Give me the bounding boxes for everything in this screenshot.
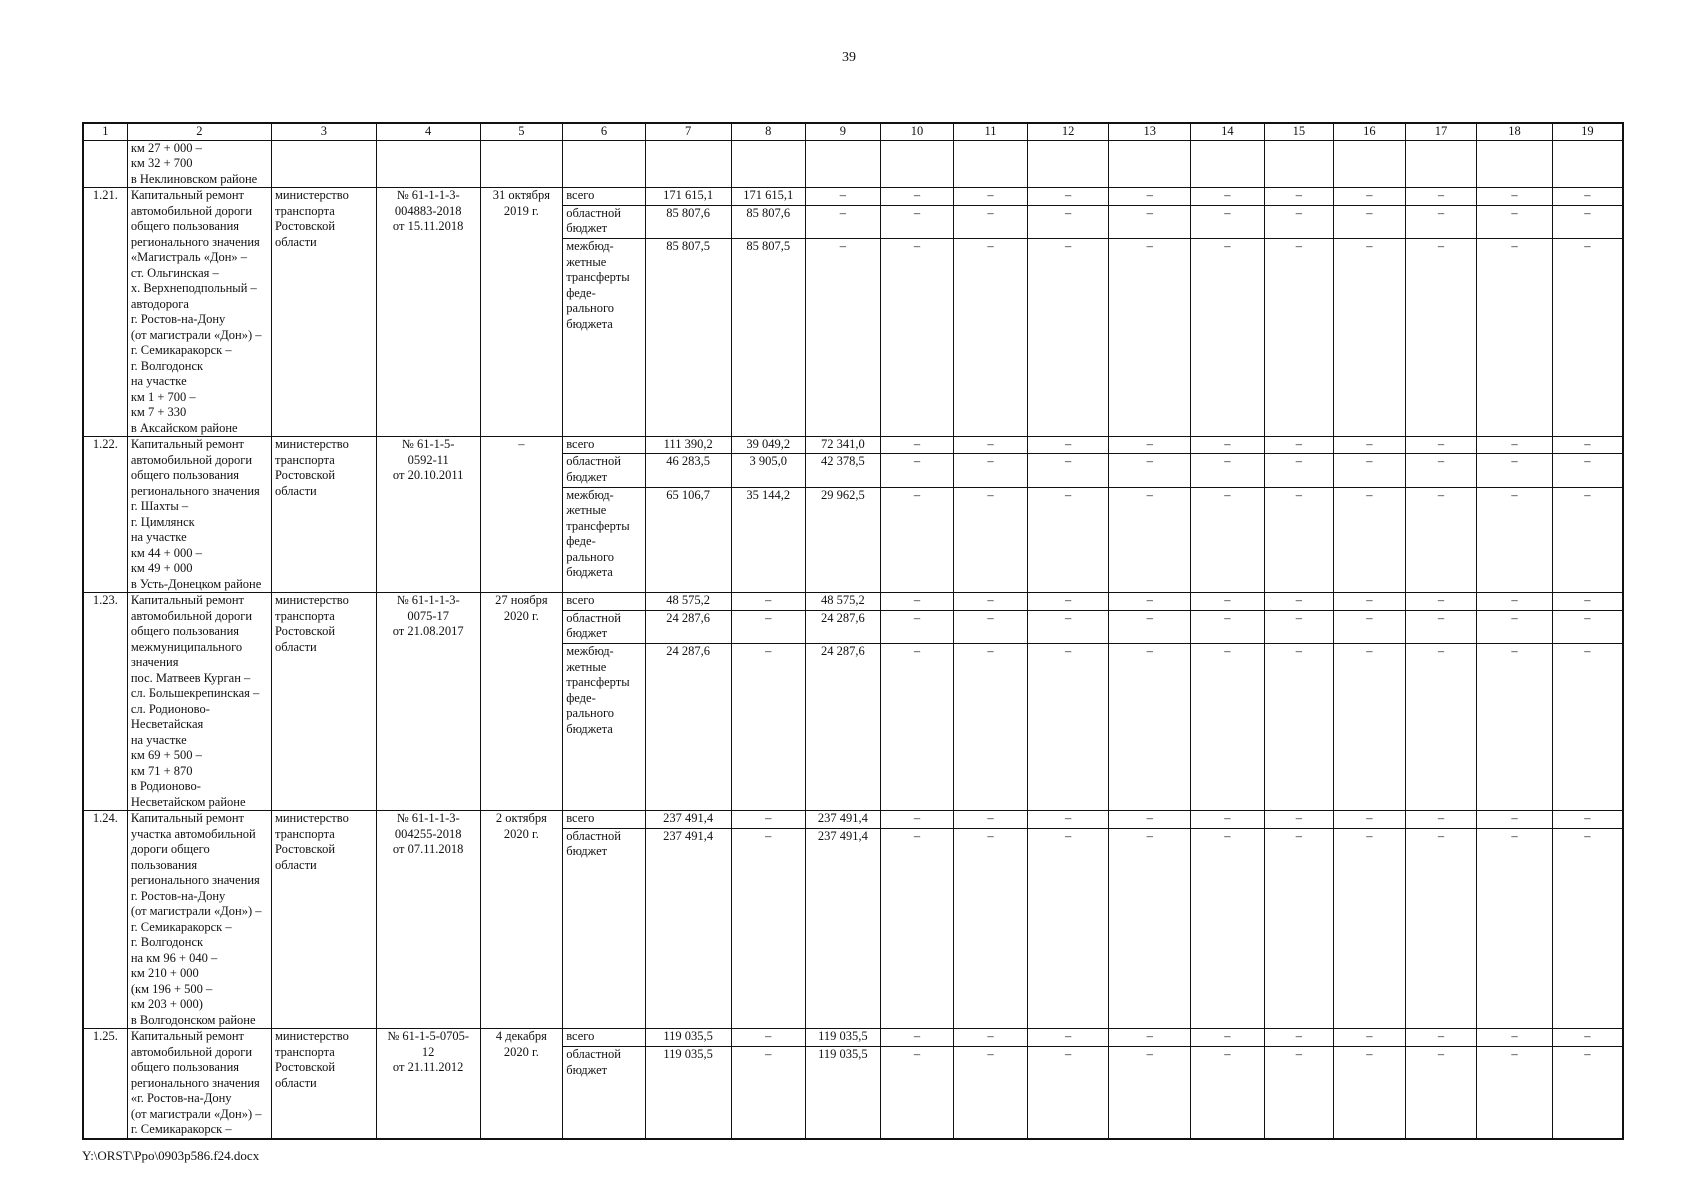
dash-cell: –: [1264, 239, 1334, 437]
dash-cell: –: [1334, 437, 1406, 454]
object-name-cell: Капитальный ремонт автомобильной дороги общего пользования регионального значения «г. Ростов-на-Дону (от магистрали «Дон») – г. Семикаракорск –: [127, 1029, 271, 1139]
dash-cell: –: [1552, 610, 1623, 644]
dash-cell: –: [1191, 1029, 1265, 1047]
value-cell: 42 378,5: [806, 454, 881, 488]
dash-cell: –: [1334, 811, 1406, 829]
value-cell: 237 491,4: [645, 811, 731, 829]
dash-cell: –: [880, 205, 954, 239]
dash-cell: –: [1027, 811, 1109, 829]
dash-cell: –: [1264, 205, 1334, 239]
dash-cell: –: [880, 487, 954, 592]
dash-cell: –: [880, 811, 954, 829]
dash-cell: –: [1264, 188, 1334, 206]
dash-cell: –: [1552, 811, 1623, 829]
value-cell: 24 287,6: [645, 610, 731, 644]
dash-cell: –: [1334, 1047, 1406, 1139]
dash-cell: –: [1552, 593, 1623, 611]
funding-source-cell: всего: [563, 188, 646, 206]
empty-cell: [731, 140, 806, 188]
dash-cell: –: [1405, 239, 1477, 437]
empty-cell: [271, 140, 376, 188]
funding-source-cell: межбюд- жетные трансферты феде- рального бюджета: [563, 644, 646, 811]
column-number: 6: [563, 123, 646, 140]
table-row: [83, 1029, 1623, 1047]
dash-cell: –: [1405, 828, 1477, 1028]
dash-cell: –: [1191, 1047, 1265, 1139]
dash-cell: –: [880, 593, 954, 611]
value-cell: –: [806, 205, 881, 239]
funding-source-cell: областной бюджет: [563, 1047, 646, 1139]
dash-cell: –: [1109, 239, 1191, 437]
row-id-cell: 1.25.: [83, 1029, 127, 1139]
dash-cell: –: [1334, 610, 1406, 644]
column-number: 2: [127, 123, 271, 140]
dash-cell: –: [1027, 1047, 1109, 1139]
value-cell: –: [731, 828, 806, 1028]
value-cell: 48 575,2: [645, 593, 731, 611]
dash-cell: –: [880, 644, 954, 811]
dash-cell: –: [1334, 1029, 1406, 1047]
customer-cell: министерство транспорта Ростовской области: [271, 188, 376, 437]
column-number: 3: [271, 123, 376, 140]
table-row: [83, 593, 1623, 611]
column-number: 15: [1264, 123, 1334, 140]
dash-cell: –: [880, 828, 954, 1028]
deadline-cell: 2 октября 2020 г.: [480, 811, 563, 1029]
expertise-cell: № 61-1-5-0705- 12 от 21.11.2012: [376, 1029, 480, 1139]
deadline-cell: 4 декабря 2020 г.: [480, 1029, 563, 1139]
dash-cell: –: [1405, 1029, 1477, 1047]
dash-cell: –: [1477, 437, 1553, 454]
column-number: 17: [1405, 123, 1477, 140]
dash-cell: –: [1477, 454, 1553, 488]
dash-cell: –: [1405, 644, 1477, 811]
value-cell: 237 491,4: [806, 811, 881, 829]
dash-cell: –: [1027, 610, 1109, 644]
dash-cell: –: [1191, 610, 1265, 644]
value-cell: 35 144,2: [731, 487, 806, 592]
program-table: [82, 122, 1624, 1140]
value-cell: 46 283,5: [645, 454, 731, 488]
value-cell: 85 807,5: [645, 239, 731, 437]
dash-cell: –: [954, 828, 1028, 1028]
empty-cell: [376, 140, 480, 188]
deadline-cell: 31 октября 2019 г.: [480, 188, 563, 437]
dash-cell: –: [1552, 437, 1623, 454]
dash-cell: –: [1334, 487, 1406, 592]
column-number: 8: [731, 123, 806, 140]
dash-cell: –: [1477, 811, 1553, 829]
object-name-cell: км 27 + 000 – км 32 + 700 в Неклиновском районе: [127, 140, 271, 188]
expertise-cell: № 61-1-1-3- 004883-2018 от 15.11.2018: [376, 188, 480, 437]
dash-cell: –: [1405, 454, 1477, 488]
dash-cell: –: [1191, 188, 1265, 206]
value-cell: –: [731, 1029, 806, 1047]
dash-cell: –: [1191, 487, 1265, 592]
dash-cell: –: [1027, 437, 1109, 454]
dash-cell: –: [880, 188, 954, 206]
dash-cell: –: [1264, 1047, 1334, 1139]
dash-cell: –: [1405, 487, 1477, 592]
dash-cell: –: [1109, 644, 1191, 811]
dash-cell: –: [880, 610, 954, 644]
dash-cell: –: [1109, 205, 1191, 239]
funding-source-cell: всего: [563, 1029, 646, 1047]
table-row: [83, 140, 1623, 188]
funding-source-cell: всего: [563, 437, 646, 454]
dash-cell: –: [954, 239, 1028, 437]
dash-cell: –: [1027, 239, 1109, 437]
dash-cell: –: [1191, 437, 1265, 454]
dash-cell: –: [1552, 239, 1623, 437]
dash-cell: –: [1405, 188, 1477, 206]
empty-cell: [1027, 140, 1109, 188]
dash-cell: –: [1109, 487, 1191, 592]
dash-cell: –: [954, 205, 1028, 239]
row-id-cell: [83, 140, 127, 188]
empty-cell: [880, 140, 954, 188]
column-number: 10: [880, 123, 954, 140]
value-cell: 24 287,6: [806, 644, 881, 811]
dash-cell: –: [1191, 644, 1265, 811]
dash-cell: –: [1477, 828, 1553, 1028]
dash-cell: –: [954, 1029, 1028, 1047]
dash-cell: –: [1477, 644, 1553, 811]
column-number: 16: [1334, 123, 1406, 140]
dash-cell: –: [1477, 610, 1553, 644]
value-cell: 119 035,5: [806, 1047, 881, 1139]
funding-source-cell: всего: [563, 593, 646, 611]
page-number: 39: [842, 50, 856, 65]
funding-source-cell: межбюд- жетные трансферты феде- рального бюджета: [563, 487, 646, 592]
funding-source-cell: областной бюджет: [563, 610, 646, 644]
dash-cell: –: [1405, 610, 1477, 644]
expertise-cell: № 61-1-5- 0592-11 от 20.10.2011: [376, 437, 480, 593]
dash-cell: –: [1552, 828, 1623, 1028]
column-number: 4: [376, 123, 480, 140]
value-cell: 24 287,6: [645, 644, 731, 811]
table-row: [83, 188, 1623, 206]
dash-cell: –: [1264, 487, 1334, 592]
table-row: [83, 811, 1623, 829]
dash-cell: –: [1264, 1029, 1334, 1047]
object-name-cell: Капитальный ремонт автомобильной дороги общего пользования регионального значения «Магистраль «Дон» – ст. Ольгинская – х. Верхнеподпольный – автодорога г. Ростов-на-Дону (от магистрали «Дон») – г. Семикаракорск – г. Волгодонск на участке км 1 + 700 – км 7 + 330 в Аксайском районе: [127, 188, 271, 437]
value-cell: 119 035,5: [806, 1029, 881, 1047]
column-number: 11: [954, 123, 1028, 140]
dash-cell: –: [954, 610, 1028, 644]
value-cell: 171 615,1: [645, 188, 731, 206]
dash-cell: –: [880, 454, 954, 488]
dash-cell: –: [1109, 1047, 1191, 1139]
dash-cell: –: [1264, 644, 1334, 811]
value-cell: 39 049,2: [731, 437, 806, 454]
column-number: 7: [645, 123, 731, 140]
empty-cell: [954, 140, 1028, 188]
dash-cell: –: [1191, 593, 1265, 611]
dash-cell: –: [954, 454, 1028, 488]
dash-cell: –: [1552, 1029, 1623, 1047]
column-number: 13: [1109, 123, 1191, 140]
dash-cell: –: [1334, 239, 1406, 437]
dash-cell: –: [954, 188, 1028, 206]
dash-cell: –: [1552, 454, 1623, 488]
dash-cell: –: [1027, 593, 1109, 611]
dash-cell: –: [1477, 239, 1553, 437]
dash-cell: –: [1109, 610, 1191, 644]
value-cell: 85 807,6: [645, 205, 731, 239]
dash-cell: –: [1191, 239, 1265, 437]
value-cell: 85 807,5: [731, 239, 806, 437]
dash-cell: –: [1552, 188, 1623, 206]
column-number: 18: [1477, 123, 1553, 140]
expertise-cell: № 61-1-1-3- 004255-2018 от 07.11.2018: [376, 811, 480, 1029]
dash-cell: –: [1027, 828, 1109, 1028]
deadline-cell: 27 ноября 2020 г.: [480, 593, 563, 811]
dash-cell: –: [880, 1047, 954, 1139]
value-cell: –: [731, 811, 806, 829]
value-cell: 111 390,2: [645, 437, 731, 454]
dash-cell: –: [1552, 487, 1623, 592]
value-cell: –: [731, 1047, 806, 1139]
dash-cell: –: [1264, 610, 1334, 644]
funding-source-cell: межбюд- жетные трансферты феде- рального бюджета: [563, 239, 646, 437]
value-cell: –: [806, 239, 881, 437]
customer-cell: министерство транспорта Ростовской области: [271, 593, 376, 811]
dash-cell: –: [1477, 188, 1553, 206]
empty-cell: [1264, 140, 1334, 188]
dash-cell: –: [1191, 454, 1265, 488]
value-cell: 48 575,2: [806, 593, 881, 611]
dash-cell: –: [954, 437, 1028, 454]
dash-cell: –: [1264, 593, 1334, 611]
dash-cell: –: [1027, 487, 1109, 592]
dash-cell: –: [1109, 188, 1191, 206]
value-cell: –: [731, 610, 806, 644]
dash-cell: –: [1027, 644, 1109, 811]
customer-cell: министерство транспорта Ростовской области: [271, 811, 376, 1029]
value-cell: 29 962,5: [806, 487, 881, 592]
empty-cell: [1552, 140, 1623, 188]
dash-cell: –: [954, 487, 1028, 592]
dash-cell: –: [1334, 205, 1406, 239]
dash-cell: –: [954, 593, 1028, 611]
value-cell: –: [806, 188, 881, 206]
dash-cell: –: [1334, 828, 1406, 1028]
dash-cell: –: [1477, 593, 1553, 611]
value-cell: 72 341,0: [806, 437, 881, 454]
row-id-cell: 1.23.: [83, 593, 127, 811]
dash-cell: –: [1027, 1029, 1109, 1047]
column-number: 1: [83, 123, 127, 140]
customer-cell: министерство транспорта Ростовской области: [271, 437, 376, 593]
dash-cell: –: [1405, 205, 1477, 239]
dash-cell: –: [1552, 1047, 1623, 1139]
dash-cell: –: [1109, 828, 1191, 1028]
dash-cell: –: [1109, 454, 1191, 488]
column-number: 14: [1191, 123, 1265, 140]
funding-source-cell: областной бюджет: [563, 454, 646, 488]
dash-cell: –: [1552, 205, 1623, 239]
row-id-cell: 1.24.: [83, 811, 127, 1029]
footer-file-path: Y:\ORST\Ppo\0903p586.f24.docx: [82, 1148, 260, 1163]
row-id-cell: 1.21.: [83, 188, 127, 437]
dash-cell: –: [1334, 644, 1406, 811]
table-body: [83, 140, 1623, 1139]
header-row: [83, 123, 1623, 140]
dash-cell: –: [1264, 454, 1334, 488]
empty-cell: [806, 140, 881, 188]
value-cell: –: [731, 644, 806, 811]
dash-cell: –: [1027, 454, 1109, 488]
dash-cell: –: [954, 644, 1028, 811]
customer-cell: министерство транспорта Ростовской области: [271, 1029, 376, 1139]
dash-cell: –: [1191, 828, 1265, 1028]
dash-cell: –: [880, 437, 954, 454]
dash-cell: –: [1477, 205, 1553, 239]
deadline-cell: –: [480, 437, 563, 593]
funding-source-cell: областной бюджет: [563, 205, 646, 239]
dash-cell: –: [1109, 593, 1191, 611]
dash-cell: –: [1027, 188, 1109, 206]
expertise-cell: № 61-1-1-3- 0075-17 от 21.08.2017: [376, 593, 480, 811]
dash-cell: –: [1109, 1029, 1191, 1047]
dash-cell: –: [1552, 644, 1623, 811]
column-number: 19: [1552, 123, 1623, 140]
empty-cell: [563, 140, 646, 188]
object-name-cell: Капитальный ремонт автомобильной дороги общего пользования регионального значения г. Шахты – г. Цимлянск на участке км 44 + 000 – км 49 + 000 в Усть-Донецком районе: [127, 437, 271, 593]
dash-cell: –: [1191, 205, 1265, 239]
value-cell: 119 035,5: [645, 1047, 731, 1139]
empty-cell: [645, 140, 731, 188]
dash-cell: –: [1405, 1047, 1477, 1139]
column-number: 9: [806, 123, 881, 140]
value-cell: 3 905,0: [731, 454, 806, 488]
value-cell: –: [731, 593, 806, 611]
dash-cell: –: [1477, 1047, 1553, 1139]
dash-cell: –: [1109, 811, 1191, 829]
column-number: 12: [1027, 123, 1109, 140]
dash-cell: –: [1405, 593, 1477, 611]
funding-source-cell: областной бюджет: [563, 828, 646, 1028]
object-name-cell: Капитальный ремонт автомобильной дороги общего пользования межмуниципального значения пос. Матвеев Курган – сл. Большекрепинская – сл. Родионово- Несветайская на участке км 69 + 500 – км 71 + 870 в Родионово- Несветайском районе: [127, 593, 271, 811]
table-row: [83, 437, 1623, 454]
dash-cell: –: [1334, 188, 1406, 206]
object-name-cell: Капитальный ремонт участка автомобильной дороги общего пользования регионального значения г. Ростов-на-Дону (от магистрали «Дон») – г. Семикаракорск – г. Волгодонск на км 96 + 040 – км 210 + 000 (км 196 + 500 – км 203 + 000) в Волгодонском районе: [127, 811, 271, 1029]
dash-cell: –: [1264, 828, 1334, 1028]
value-cell: 65 106,7: [645, 487, 731, 592]
dash-cell: –: [880, 239, 954, 437]
dash-cell: –: [1027, 205, 1109, 239]
dash-cell: –: [1477, 487, 1553, 592]
empty-cell: [1477, 140, 1553, 188]
dash-cell: –: [1264, 811, 1334, 829]
dash-cell: –: [1334, 593, 1406, 611]
funding-source-cell: всего: [563, 811, 646, 829]
empty-cell: [480, 140, 563, 188]
dash-cell: –: [1191, 811, 1265, 829]
value-cell: 171 615,1: [731, 188, 806, 206]
value-cell: 85 807,6: [731, 205, 806, 239]
row-id-cell: 1.22.: [83, 437, 127, 593]
dash-cell: –: [1334, 454, 1406, 488]
value-cell: 24 287,6: [806, 610, 881, 644]
value-cell: 237 491,4: [645, 828, 731, 1028]
dash-cell: –: [1264, 437, 1334, 454]
dash-cell: –: [880, 1029, 954, 1047]
dash-cell: –: [1405, 437, 1477, 454]
empty-cell: [1405, 140, 1477, 188]
empty-cell: [1334, 140, 1406, 188]
dash-cell: –: [954, 1047, 1028, 1139]
dash-cell: –: [1477, 1029, 1553, 1047]
dash-cell: –: [1109, 437, 1191, 454]
column-number: 5: [480, 123, 563, 140]
value-cell: 237 491,4: [806, 828, 881, 1028]
dash-cell: –: [1405, 811, 1477, 829]
empty-cell: [1191, 140, 1265, 188]
column-number-header: [83, 123, 1623, 140]
empty-cell: [1109, 140, 1191, 188]
value-cell: 119 035,5: [645, 1029, 731, 1047]
dash-cell: –: [954, 811, 1028, 829]
